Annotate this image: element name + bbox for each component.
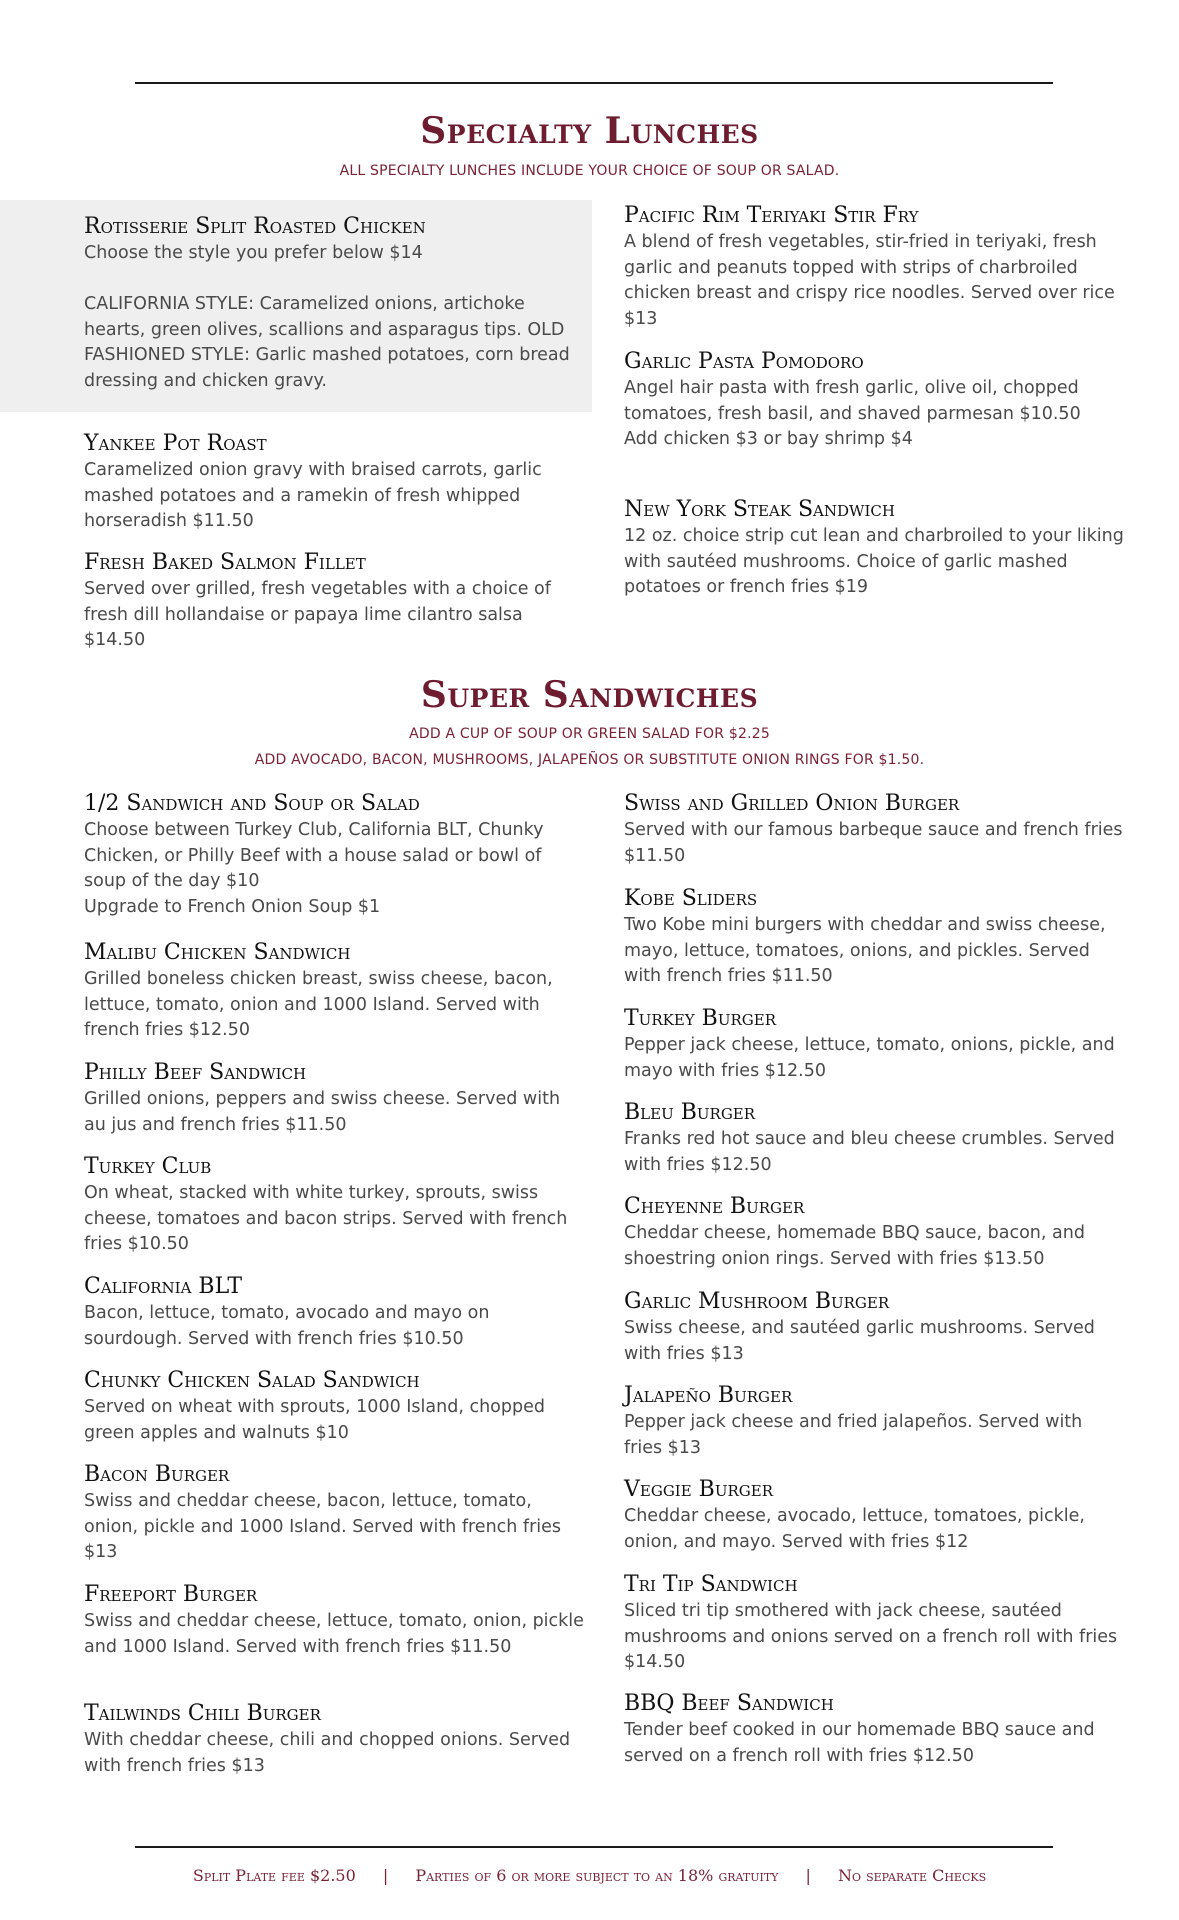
item-name: 1/2 Sandwich and Soup or Salad [84,791,420,816]
menu-item [624,1572,1124,1676]
super-sandwiches-title: Super Sandwiches [420,674,759,716]
menu-item [624,1006,1124,1084]
item-name: Garlic Pasta Pomodoro [624,349,864,374]
item-description: Cheddar cheese, avocado, lettuce, tomatoes, pickle, onion, and mayo. Served with fries $12 [624,1506,1085,1552]
menu-item [84,431,584,535]
item-name: Fresh Baked Salmon Fillet [84,550,366,575]
item-description: Choose the style you prefer below $14 CALIFORNIA STYLE: Caramelized onions, artichoke hearts, green olives, scallions and asparagus tips. OLD FASHIONED STYLE: Garlic mashed potatoes, corn bread dressing and chicken gravy. [84,243,570,391]
item-name: Freeport Burger [84,1582,258,1607]
super-sandwiches-subtitle-1: ADD A CUP OF SOUP OR GREEN SALAD FOR $2.25 [409,726,770,742]
menu-item [84,1701,584,1779]
menu-item [84,1060,584,1138]
menu-item [624,1194,1124,1272]
menu-item [84,214,584,395]
item-name: Cheyenne Burger [624,1194,805,1219]
item-name: Veggie Burger [624,1477,773,1502]
footer-separator: | [382,1866,389,1885]
item-name: Jalapeño Burger [624,1383,793,1408]
item-description: Choose between Turkey Club, California BLT, Chunky Chicken, or Philly Beef with a house salad or bowl of soup of the day $10 Upgrade to French Onion Soup $1 [84,820,544,917]
menu-item [624,1477,1124,1555]
menu-item [624,1289,1124,1367]
item-description: Served with our famous barbeque sauce and french fries $11.50 [624,820,1123,866]
item-name: Turkey Club [84,1154,212,1179]
menu-item [624,1691,1124,1769]
menu-item [84,791,584,920]
item-description: Franks red hot sauce and bleu cheese crumbles. Served with fries $12.50 [624,1129,1115,1175]
item-name: Kobe Sliders [624,886,758,911]
item-description: With cheddar cheese, chili and chopped onions. Served with french fries $13 [84,1730,571,1776]
menu-item [624,1100,1124,1178]
item-description: Swiss cheese, and sautéed garlic mushrooms. Served with fries $13 [624,1318,1095,1364]
menu-item [624,886,1124,990]
item-description: A blend of fresh vegetables, stir-fried in teriyaki, fresh garlic and peanuts topped with strips of charbroiled chicken breast and crispy rice noodles. Served over rice $13 [624,232,1115,329]
menu-item [624,1383,1124,1461]
gratuity-note: Parties of 6 or more subject to an 18% gratuity [415,1866,779,1885]
item-name: Rotisserie Split Roasted Chicken [84,214,426,239]
item-name: BBQ Beef Sandwich [624,1691,834,1716]
menu-item [84,1368,584,1446]
item-description: Angel hair pasta with fresh garlic, olive oil, chopped tomatoes, fresh basil, and shaved parmesan $10.50 Add chicken $3 or bay shrimp $4 [624,378,1081,450]
item-description: Pepper jack cheese and fried jalapeños. Served with fries $13 [624,1412,1083,1458]
specialty-lunches-title: Specialty Lunches [420,110,759,152]
item-description: Pepper jack cheese, lettuce, tomato, onions, pickle, and mayo with fries $12.50 [624,1035,1115,1081]
item-name: Tri Tip Sandwich [624,1572,798,1597]
item-name: Chunky Chicken Salad Sandwich [84,1368,420,1393]
specialty-lunches-subtitle: ALL SPECIALTY LUNCHES INCLUDE YOUR CHOICE OF SOUP OR SALAD. [339,163,840,179]
item-name: Malibu Chicken Sandwich [84,940,351,965]
item-description: Two Kobe mini burgers with cheddar and swiss cheese, mayo, lettuce, tomatoes, onions, and pickles. Served with french fries $11.50 [624,915,1106,987]
item-description: Caramelized onion gravy with braised carrots, garlic mashed potatoes and a ramekin of fresh whipped horseradish $11.50 [84,460,542,532]
menu-item [84,550,584,654]
item-description: 12 oz. choice strip cut lean and charbroiled to your liking with sautéed mushrooms. Choice of garlic mashed potatoes or french fries $19 [624,526,1124,598]
menu-item [84,940,584,1044]
item-description: Swiss and cheddar cheese, lettuce, tomato, onion, pickle and 1000 Island. Served with french fries $11.50 [84,1611,584,1657]
item-description: Tender beef cooked in our homemade BBQ sauce and served on a french roll with fries $12.50 [624,1720,1095,1766]
item-name: Philly Beef Sandwich [84,1060,307,1085]
item-name: Turkey Burger [624,1006,776,1031]
item-description: Bacon, lettuce, tomato, avocado and mayo on sourdough. Served with french fries $10.50 [84,1303,490,1349]
item-name: Bleu Burger [624,1100,756,1125]
menu-item [624,349,1124,453]
menu-item [624,497,1124,601]
menu-item [84,1462,584,1566]
item-name: Yankee Pot Roast [84,431,267,456]
item-description: Swiss and cheddar cheese, bacon, lettuce, tomato, onion, pickle and 1000 Island. Served with french fries $13 [84,1491,562,1563]
item-name: New York Steak Sandwich [624,497,895,522]
menu-item [84,1582,584,1660]
item-name: California BLT [84,1274,243,1299]
menu-item [84,1154,584,1258]
super-sandwiches-subtitle-2: ADD AVOCADO, BACON, MUSHROOMS, JALAPEÑOS OR SUBSTITUTE ONION RINGS FOR $1.50. [254,752,925,768]
menu-item [624,791,1124,869]
menu-item [84,1274,584,1352]
item-description: On wheat, stacked with white turkey, sprouts, swiss cheese, tomatoes and bacon strips. Served with french fries $10.50 [84,1183,568,1255]
item-description: Served on wheat with sprouts, 1000 Island, chopped green apples and walnuts $10 [84,1397,545,1443]
item-name: Tailwinds Chili Burger [84,1701,321,1726]
item-description: Served over grilled, fresh vegetables with a choice of fresh dill hollandaise or papaya lime cilantro salsa $14.50 [84,579,551,651]
bottom-rule [135,1846,1053,1848]
menu-item [624,203,1124,332]
top-rule [135,82,1053,84]
item-description: Grilled boneless chicken breast, swiss cheese, bacon, lettuce, tomato, onion and 1000 Island. Served with french fries $12.50 [84,969,553,1041]
item-description: Sliced tri tip smothered with jack cheese, sautéed mushrooms and onions served on a french roll with fries $14.50 [624,1601,1118,1673]
item-name: Garlic Mushroom Burger [624,1289,890,1314]
separate-checks-note: No separate Checks [838,1866,987,1885]
item-description: Cheddar cheese, homemade BBQ sauce, bacon, and shoestring onion rings. Served with fries $13.50 [624,1223,1085,1269]
item-name: Pacific Rim Teriyaki Stir Fry [624,203,919,228]
item-description: Grilled onions, peppers and swiss cheese. Served with au jus and french fries $11.50 [84,1089,561,1135]
item-name: Swiss and Grilled Onion Burger [624,791,960,816]
item-name: Bacon Burger [84,1462,230,1487]
split-plate-fee: Split Plate fee $2.50 [192,1866,356,1885]
footer-notes [0,1866,1179,1885]
footer-separator: | [805,1866,811,1885]
